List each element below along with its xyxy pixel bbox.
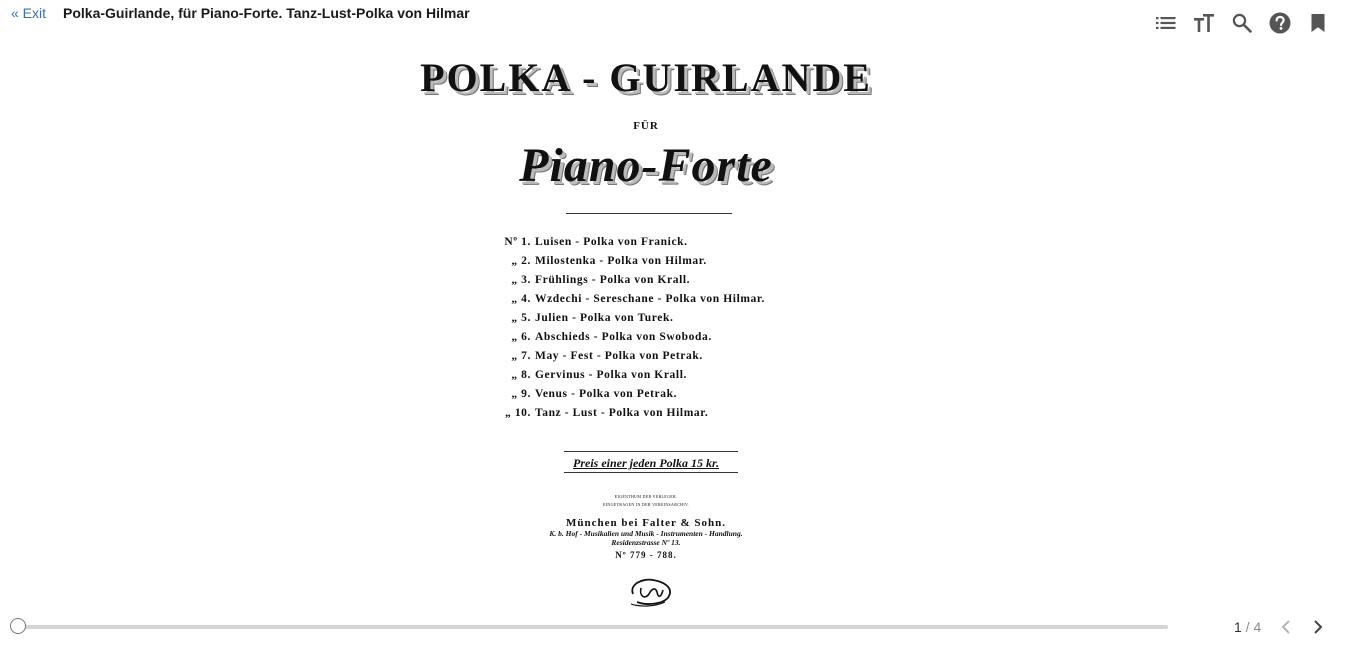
search-button[interactable] (1227, 10, 1257, 36)
publisher: München bei Falter & Sohn. (566, 517, 726, 529)
work-title: Luisen - Polka von Franick. (535, 236, 688, 248)
document-page (416, 48, 876, 616)
bookmark-icon (1310, 13, 1326, 33)
list-item (499, 312, 869, 331)
work-title: May - Fest - Polka von Petrak. (535, 350, 703, 362)
list-item (499, 236, 869, 255)
divider (566, 213, 732, 214)
text-size-icon (1194, 14, 1214, 32)
table-of-contents-button[interactable] (1151, 10, 1181, 36)
works-list (499, 236, 869, 426)
total-pages: 4 (1253, 619, 1262, 635)
cover-fur: FÜR (633, 120, 659, 132)
work-number: „ 7. (511, 350, 531, 362)
work-number: „ 8. (511, 369, 531, 381)
work-title: Wzdechi - Sereschane - Polka von Hilmar. (535, 293, 766, 305)
plate-numbers: Nº 779 - 788. (615, 550, 677, 560)
help-button[interactable] (1265, 10, 1295, 36)
fine-print: EIGENTHUM DER VERLEGER. (614, 494, 678, 499)
top-bar (0, 0, 1349, 40)
toolbar (1143, 10, 1333, 36)
fine-print: EINGETRAGEN IN DER VEREINSARCHIV. (603, 502, 689, 507)
cover-title: POLKA - GUIRLANDE (420, 55, 872, 100)
work-number: „ 2. (511, 255, 531, 267)
list-item (499, 331, 869, 350)
publisher-subtitle: K. b. Hof - Musikalien und Musik - Instrumenten - Handlung. (549, 529, 743, 538)
work-number: „ 6. (511, 331, 531, 343)
sheet-music-cover (416, 48, 876, 616)
list-icon (1156, 15, 1176, 31)
text-size-button[interactable] (1189, 10, 1219, 36)
previous-page-button[interactable] (1275, 616, 1297, 638)
work-title: Abschieds - Polka von Swoboda. (535, 331, 712, 343)
exit-link[interactable]: « Exit (11, 5, 47, 21)
list-item (499, 274, 869, 293)
page-separator: / (1241, 619, 1254, 635)
document-title: Polka-Guirlande, für Piano-Forte. Tanz-Lust-Polka von Hilmar (63, 5, 470, 21)
divider (564, 472, 738, 473)
scrubber-handle[interactable] (10, 618, 26, 634)
work-title: Tanz - Lust - Polka von Hilmar. (535, 407, 709, 419)
work-number: „ 10. (505, 407, 531, 419)
work-number: „ 4. (511, 293, 531, 305)
work-number: „ 5. (511, 312, 531, 324)
search-icon (1232, 13, 1252, 33)
cover-instrument: Piano-Forte (519, 139, 773, 192)
bookmark-button[interactable] (1303, 10, 1333, 36)
work-number: Nº 1. (504, 236, 531, 248)
work-title: Julien - Polka von Turek. (535, 312, 674, 324)
chevron-left-icon (1280, 619, 1292, 635)
work-number: „ 3. (511, 274, 531, 286)
work-title: Gervinus - Polka von Krall. (535, 369, 687, 381)
current-page: 1 (1234, 619, 1242, 635)
page-counter (1234, 619, 1261, 635)
price-note: Preis einer jeden Polka 15 kr. (573, 456, 719, 470)
publisher-address: Residenzstrasse Nº 13. (611, 538, 681, 547)
chevron-right-icon (1312, 619, 1324, 635)
list-item (499, 407, 869, 426)
list-item (499, 293, 869, 312)
help-icon (1269, 12, 1291, 34)
work-title: Frühlings - Polka von Krall. (535, 274, 691, 286)
publisher-emblem-icon (625, 574, 677, 608)
work-title: Venus - Polka von Petrak. (535, 388, 678, 400)
work-title: Milostenka - Polka von Hilmar. (535, 255, 707, 267)
page-scrubber[interactable] (18, 625, 1168, 629)
list-item (499, 255, 869, 274)
list-item (499, 369, 869, 388)
list-item (499, 350, 869, 369)
list-item (499, 388, 869, 407)
work-number: „ 9. (511, 388, 531, 400)
divider (564, 451, 738, 452)
next-page-button[interactable] (1307, 616, 1329, 638)
